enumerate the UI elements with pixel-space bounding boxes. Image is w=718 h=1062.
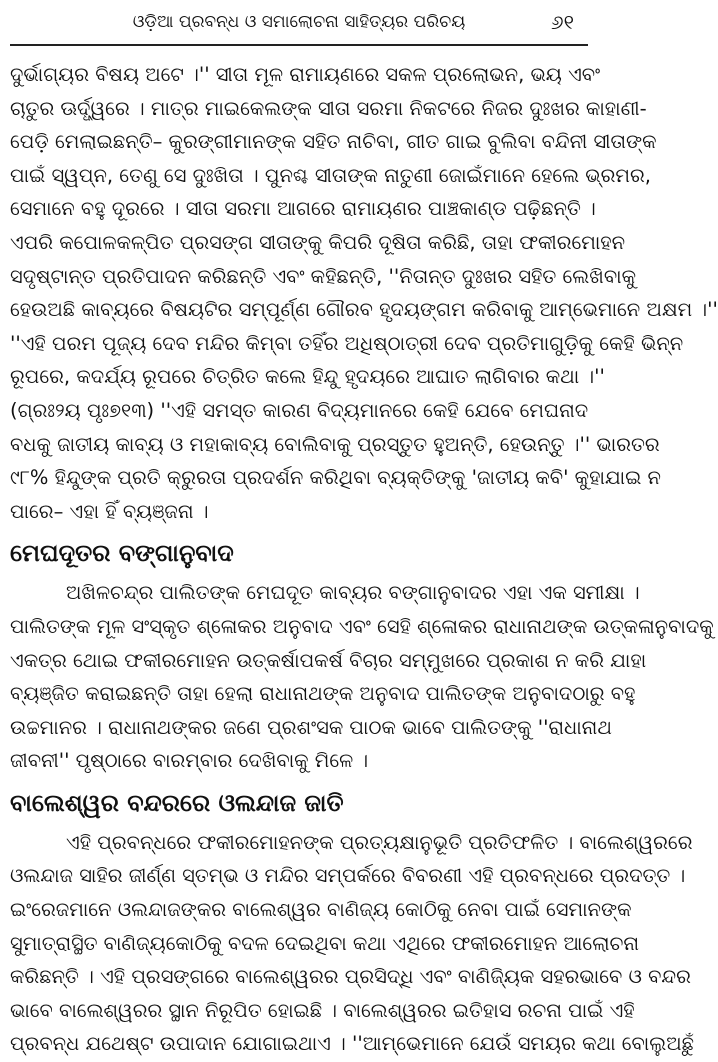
text-line: ଏହି ପ୍ରବନ୍ଧରେ ଫକୀରମୋହନଙ୍କ ପ୍ରତ୍ୟକ୍ଷାନୁଭୂତି ପ୍ରତିଫଳିତ । ବାଲେଶ୍ୱରରେ	[66, 830, 693, 854]
paragraph-meghnad-critique	[10, 58, 718, 528]
text-line: ପାଇଁ ସ୍ୱପ୍ନ, ତେଣୁ ସେ ଦୁଃଖିତା । ପୁନଶ୍ଚ ସୀତାଙ୍କ ନାତୁଣୀ ଜୋଇଁମାନେ ହେଲେ ଭ୍ରମର,	[10, 163, 651, 187]
text-line: ଏକତ୍ର ଥୋଇ ଫକୀରମୋହନ ଉତ୍କର୍ଷାପକର୍ଷ ବିଚାର ସମ୍ମୁଖରେ ପ୍ରକାଶ ନ କରି ଯାହା	[10, 648, 647, 672]
text-line: ସେମାନେ ବହୁ ଦୂରରେ । ସୀତା ସରମା ଆଗରେ ରାମାୟଣର ପାଞ୍ଚକାଣ୍ଡ ପଢ଼ିଛନ୍ତି ।	[10, 197, 596, 221]
paragraph-balasore	[10, 826, 694, 1061]
page-number: ୬୧	[551, 10, 574, 34]
text-line: ବ୍ୟଞ୍ଜିତ କରାଇଛନ୍ତି ତାହା ହେଲା ରାଧାନାଥଙ୍କ ଅନୁବାଦ ପାଲିତଙ୍କ ଅନୁବାଦଠାରୁ ବହୁ	[10, 682, 636, 706]
running-title: ଓଡ଼ିଆ ପ୍ରବନ୍ଧ ଓ ସମାଲୋଚନା ସାହିତ୍ୟର ପରିଚୟ	[132, 12, 466, 32]
text-line: ଦୁର୍ଭାଗ୍ୟର ବିଷୟ ଅଟେ ।'' ସୀତା ମୂଳ ରାମାୟଣରେ ସକଳ ପ୍ରଲୋଭନ, ଭୟ ଏବଂ	[10, 63, 601, 86]
text-line: ଅଖିଳଚନ୍ଦ୍ର ପାଲିତଙ୍କ ମେଘଦୂତ କାବ୍ୟର ବଙ୍ଗାନୁବାଦର ଏହା ଏକ ସମୀକ୍ଷା ।	[66, 581, 640, 605]
text-line: ହେଉଅଛି କାବ୍ୟରେ ବିଷୟଟିର ସମ୍ପୂର୍ଣ୍ଣ ଗୌରବ ହୃଦୟଙ୍ଗମ କରିବାକୁ ଆମ୍ଭେମାନେ ଅକ୍ଷମ ।''	[10, 298, 718, 322]
text-line: ଭାବେ ବାଲେଶ୍ୱରର ସ୍ଥାନ ନିରୂପିତ ହୋଇଛି । ବାଲେଶ୍ୱରର ଇତିହାସ ରଚନା ପାଇଁ ଏହି	[10, 998, 635, 1022]
text-line: ଉଚ୍ଚମାନର । ରାଧାନାଥଙ୍କର ଜଣେ ପ୍ରଶଂସକ ପାଠକ ଭାବେ ପାଲିତଙ୍କୁ ''ରାଧାନାଥ	[10, 715, 612, 739]
text-line: ବଧକୁ ଜାତୀୟ କାବ୍ୟ ଓ ମହାକାବ୍ୟ ବୋଲିବାକୁ ପ୍ରସ୍ତୁତ ହୁଅନ୍ତି, ହେଉନ୍ତୁ ।'' ଭାରତର	[10, 432, 660, 456]
text-line: (ଗ୍ରଃ୨ୟ ପୃଃ୭୧୩) ''ଏହି ସମସ୍ତ କାରଣ ବିଦ୍ୟମାନରେ କେହି ଯେବେ ମେଘନାଦ	[10, 398, 589, 422]
text-line: ସଦୃଷ୍ଟାନ୍ତ ପ୍ରତିପାଦନ କରିଛନ୍ତି ଏବଂ କହିଛନ୍ତି, ''ନିତାନ୍ତ ଦୁଃଖର ସହିତ ଲେଖିବାକୁ	[10, 264, 636, 288]
paragraph-meghaduta	[10, 576, 714, 778]
text-line: ପାରେ– ଏହା ହିଁ ବ୍ୟଞ୍ଜନା ।	[10, 499, 209, 523]
text-line: ଚାତୁର ଊର୍ଦ୍ଧ୍ୱରେ । ମାତ୍ର ମାଇକେଲଙ୍କ ସୀତା ସରମା ନିକଟରେ ନିଜର ଦୁଃଖର କାହାଣୀ-	[10, 96, 647, 120]
section-heading-meghaduta: ମେଘଦୂତର ବଙ୍ଗାନୁବାଦ	[10, 539, 234, 568]
text-line: ଏପରି କପୋଳକଳ୍ପିତ ପ୍ରସଙ୍ଗ ସୀତାଙ୍କୁ କିପରି ଦୂଷିତା କରିଛି, ତାହା ଫକୀରମୋହନ	[10, 230, 626, 254]
text-line: ''ଏହି ପରମ ପୂଜ୍ୟ ଦେବ ମନ୍ଦିର କିମ୍ବା ତହିଁର ଅଧିଷ୍ଠାତ୍ରୀ ଦେବ ପ୍ରତିମାଗୁଡ଼ିକୁ କେହି ଭିନ୍ନ	[10, 331, 684, 355]
text-line: ପ୍ରବନ୍ଧ ଯଥେଷ୍ଟ ଉପାଦାନ ଯୋଗାଇଥାଏ । ''ଆମ୍ଭେମାନେ ଯେଉଁ ସମୟର କଥା ବୋଲୁଅଛୁଁ	[10, 1032, 694, 1056]
text-line: ୯୮% ହିନ୍ଦୁଙ୍କ ପ୍ରତି କ୍ରୁରତା ପ୍ରଦର୍ଶନ କରିଥିବା ବ୍ୟକ୍ତିଙ୍କୁ 'ଜାତୀୟ କବି' କୁହାଯାଇ ନ	[10, 466, 661, 490]
text-line: ପାଲିତଙ୍କ ମୂଳ ସଂସ୍କୃତ ଶ୍ଳୋକର ଅନୁବାଦ ଏବଂ ସେହି ଶ୍ଳୋକର ରାଧାନାଥଙ୍କ ଉତ୍କଳାନୁବାଦକୁ	[10, 614, 714, 638]
text-line: ଓଲନ୍ଦାଜ ସାହିର ଜୀର୍ଣ୍ଣ ସ୍ତମ୍ଭ ଓ ମନ୍ଦିର ସମ୍ପର୍କରେ ବିବରଣୀ ଏହି ପ୍ରବନ୍ଧରେ ପ୍ରଦତ୍ତ ।	[10, 864, 686, 888]
text-line: ଇଂରେଜମାନେ ଓଲନ୍ଦାଜଙ୍କର ବାଲେଶ୍ୱର ବାଣିଜ୍ୟ କୋଠିକୁ ନେବା ପାଇଁ ସେମାନଙ୍କ	[10, 898, 632, 922]
running-header	[10, 0, 588, 46]
text-line: ଜୀବନୀ'' ପୃଷ୍ଠାରେ ବାରମ୍ବାର ଦେଖିବାକୁ ମିଳେ ।	[10, 749, 369, 773]
text-line: କରିଛନ୍ତି । ଏହି ପ୍ରସଙ୍ଗରେ ବାଲେଶ୍ୱରର ପ୍ରସିଦ୍ଧି ଏବଂ ବାଣିଜ୍ୟିକ ସହରଭାବେ ଓ ବନ୍ଦର	[10, 965, 691, 989]
section-heading-balasore: ବାଲେଶ୍ୱର ବନ୍ଦରରେ ଓଲନ୍ଦାଜ ଜାତି	[10, 788, 344, 817]
text-line: ସୁମାତ୍ରାସ୍ଥିତ ବାଣିଜ୍ୟକୋଠିକୁ ବଦଳ ଦେଇଥିବା କଥା ଏଥିରେ ଫକୀରମୋହନ ଆଲୋଚନା	[10, 931, 640, 955]
text-line: ପେଡ଼ି ମେଲାଇଛନ୍ତି– କୁରଙ୍ଗୀମାନଙ୍କ ସହିତ ନାଚିବା, ଗୀତ ଗାଇ ବୁଲିବା ବନ୍ଦିନୀ ସୀତାଙ୍କ	[10, 130, 657, 154]
text-line: ରୂପରେ, କଦର୍ଯ୍ୟ ରୂପରେ ଚିତ୍ରିତ କଲେ ହିନ୍ଦୁ ହୃଦୟରେ ଆଘାତ ଲାଗିବାର କଥା ।''	[10, 365, 605, 389]
